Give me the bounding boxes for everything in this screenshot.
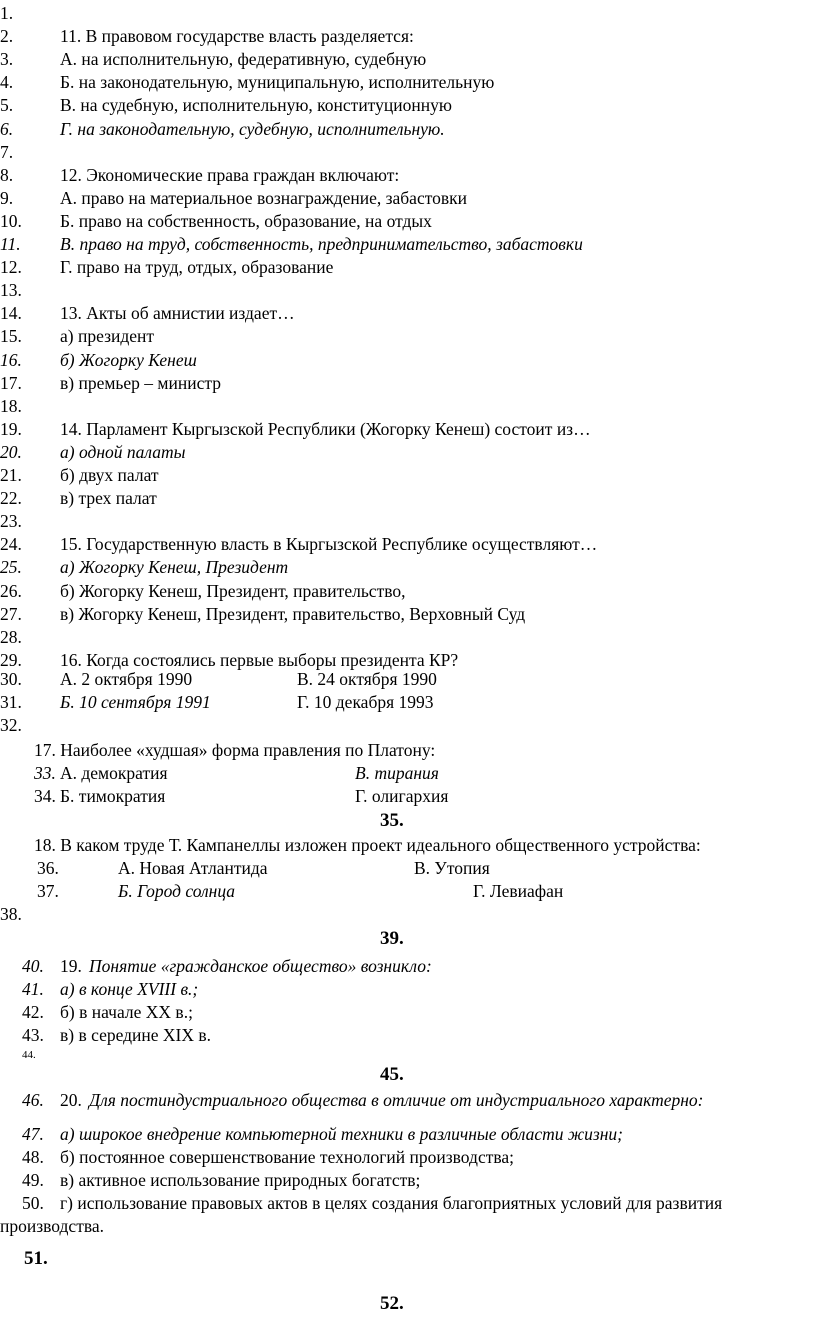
- line-text: а) Жогорку Кенеш, Президент: [60, 557, 289, 578]
- line-number: 2.: [0, 26, 14, 47]
- section-heading: 45.: [380, 1064, 404, 1085]
- section-heading: 52.: [380, 1293, 404, 1314]
- option-text: а) широкое внедрение компьютерной техники в различные области жизни;: [60, 1124, 623, 1144]
- line-text: А. право на материальное вознаграждение, забастовки: [60, 187, 468, 208]
- line-text: Г. право на труд, отдых, образование: [60, 257, 334, 278]
- option-a: А. демократия: [60, 763, 168, 783]
- line-number: 48.: [22, 1147, 44, 1167]
- line-number: 11.: [0, 234, 21, 254]
- line-text: 12. Экономические права граждан включают:: [60, 164, 400, 185]
- line-text: б) двух палат: [60, 465, 159, 485]
- question-number: 19.: [60, 956, 82, 976]
- line-number: 4.: [0, 72, 14, 93]
- line-text: 15. Государственную власть в Кыргызской Республике осуществляют…: [60, 534, 598, 555]
- option-b: В. тирания: [355, 763, 439, 783]
- line-number: 31.: [0, 692, 22, 712]
- line-number: 12.: [0, 257, 22, 278]
- line-number: 15.: [0, 326, 22, 347]
- line-text: Г. на законодательную, судебную, исполнительную.: [60, 118, 445, 139]
- line-text: в) трех палат: [60, 488, 157, 509]
- line-number: 23.: [0, 511, 22, 532]
- section-heading: 35.: [380, 810, 404, 831]
- line-number: 22.: [0, 488, 22, 509]
- line-number: 7.: [0, 141, 14, 162]
- line-number: 9.: [0, 187, 14, 208]
- option-a: А. Новая Атлантида: [118, 858, 268, 878]
- line-text: Б. на законодательную, муниципальную, исполнительную: [60, 72, 495, 93]
- line-number: 32.: [0, 715, 22, 735]
- line-number: 43.: [22, 1025, 44, 1045]
- question-17: 17. Наиболее «худшая» форма правления по Платону:: [34, 740, 436, 760]
- line-number: 6.: [0, 118, 14, 139]
- line-number: 36.: [37, 858, 59, 878]
- option-a: Б. Город солнца: [118, 881, 236, 901]
- option-a: Б. тимократия: [60, 786, 166, 806]
- line-number: 8.: [0, 164, 14, 185]
- line-number: 30.: [0, 669, 22, 689]
- line-number: 49.: [22, 1170, 44, 1190]
- line-text: б) Жогорку Кенеш, Президент, правительство,: [60, 580, 406, 601]
- continuation-text: производства.: [0, 1216, 105, 1236]
- line-number: 47.: [22, 1124, 44, 1144]
- line-text: а) президент: [60, 326, 155, 347]
- line-text: Б. право на собственность, образование, на отдых: [60, 210, 432, 231]
- line-text: 14. Парламент Кыргызской Республики (Жогорку Кенеш) состоит из…: [60, 418, 591, 439]
- line-number: 3.: [0, 49, 14, 70]
- line-text: а) одной палаты: [60, 441, 186, 462]
- option-text: в) в середине XIX в.: [60, 1025, 212, 1045]
- option-b: Г. олигархия: [355, 786, 449, 806]
- option-b: В. 24 октября 1990: [297, 669, 437, 689]
- question-text: Понятие «гражданское общество» возникло:: [89, 956, 432, 976]
- option-text: б) в начале XX в.;: [60, 1002, 193, 1022]
- line-number: 33.: [34, 763, 56, 783]
- line-text: В. на судебную, исполнительную, конституционную: [60, 95, 452, 116]
- line-number: 18.: [0, 395, 22, 416]
- option-b: В. Утопия: [414, 858, 490, 878]
- line-number: 46.: [22, 1090, 44, 1110]
- line-number: 29.: [0, 649, 22, 670]
- line-text: в) Жогорку Кенеш, Президент, правительство, Верховный Суд: [60, 603, 526, 624]
- line-text: в) премьер – министр: [60, 372, 221, 393]
- line-text: 16. Когда состоялись первые выборы президента КР?: [60, 649, 459, 670]
- line-number: 25.: [0, 557, 22, 578]
- option-text: г) использование правовых актов в целях создания благоприятных условий для развития: [60, 1193, 723, 1213]
- line-number: 16.: [0, 349, 22, 370]
- line-number: 10.: [0, 210, 22, 231]
- line-number: 28.: [0, 626, 22, 647]
- question-text: Для постиндустриального общества в отличие от индустриального характерно:: [89, 1090, 704, 1110]
- line-number: 50.: [22, 1193, 44, 1213]
- line-text: А. на исполнительную, федеративную, судебную: [60, 49, 427, 70]
- line-text: 13. Акты об амнистии издает…: [60, 303, 295, 324]
- line-number: 37.: [37, 881, 59, 901]
- option-b: Г. Левиафан: [473, 881, 564, 901]
- line-text: 11. В правовом государстве власть разделяется:: [60, 26, 414, 47]
- line-text: б) Жогорку Кенеш: [60, 349, 197, 370]
- line-number: 27.: [0, 603, 22, 624]
- line-number: 13.: [0, 280, 22, 301]
- line-number: 14.: [0, 303, 22, 324]
- option-text: б) постоянное совершенствование технологий производства;: [60, 1147, 515, 1167]
- option-a: А. 2 октября 1990: [60, 669, 193, 689]
- option-text: а) в конце XVIII в.;: [60, 979, 199, 999]
- line-number: 40.: [22, 956, 44, 976]
- option-a: Б. 10 сентября 1991: [60, 692, 211, 712]
- line-number: 26.: [0, 580, 22, 601]
- section-heading: 39.: [380, 928, 404, 949]
- line-number: 24.: [0, 534, 22, 555]
- line-number: 17.: [0, 372, 22, 393]
- question-number: 20.: [60, 1090, 82, 1110]
- line-number: 41.: [22, 979, 44, 999]
- line-number: 20.: [0, 441, 22, 462]
- line-number: 19.: [0, 418, 22, 439]
- line-number: 38.: [0, 904, 22, 924]
- option-text: в) активное использование природных богатств;: [60, 1170, 421, 1190]
- line-text: В. право на труд, собственность, предпринимательство, забастовки: [60, 234, 583, 254]
- line-number: 44.: [22, 1049, 36, 1061]
- line-number: 42.: [22, 1002, 44, 1022]
- line-number: 21.: [0, 465, 22, 485]
- line-number: 34.: [34, 786, 56, 806]
- question-18: 18. В каком труде Т. Кампанеллы изложен проект идеального общественного устройства:: [34, 835, 701, 855]
- line-number: 5.: [0, 95, 14, 116]
- option-b: Г. 10 декабря 1993: [297, 692, 434, 712]
- section-heading: 51.: [24, 1248, 48, 1269]
- line-number: 1.: [0, 3, 14, 23]
